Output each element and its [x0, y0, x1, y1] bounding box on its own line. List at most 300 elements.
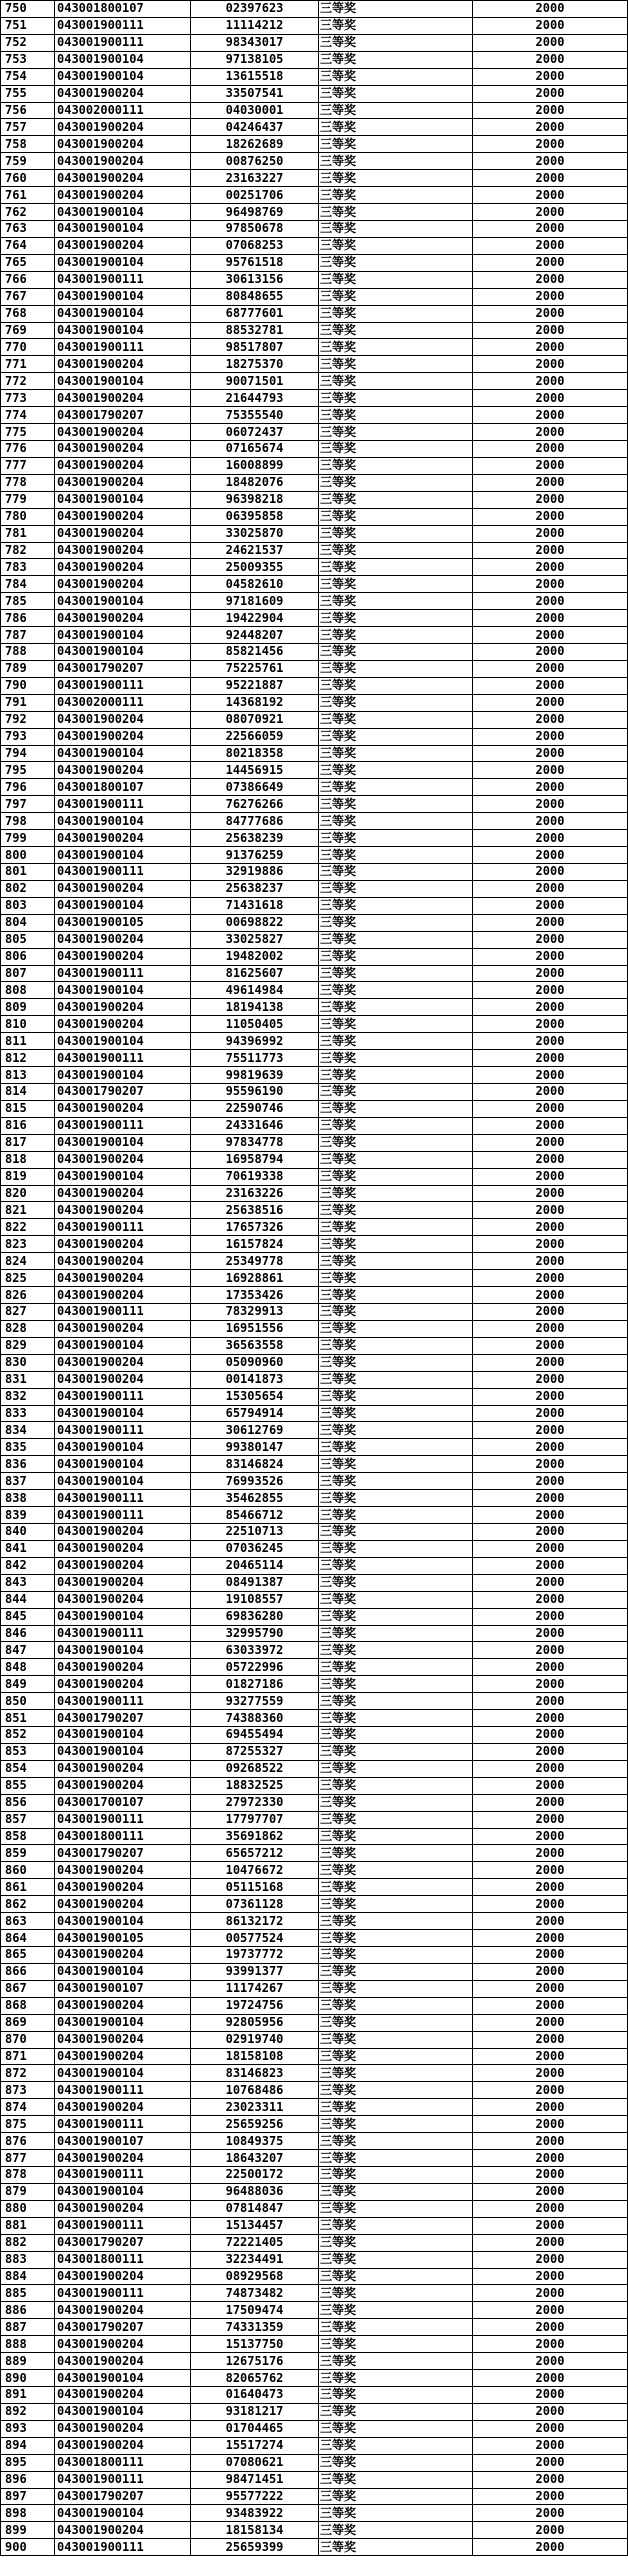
winning-number-cell: 00141873	[191, 1371, 319, 1388]
winning-number-cell: 25349778	[191, 1253, 319, 1270]
table-row	[1, 2302, 628, 2319]
prize-amount-cell: 2000	[473, 2420, 628, 2437]
row-number-cell: 804	[1, 914, 55, 931]
prize-amount-cell: 2000	[473, 204, 628, 221]
row-number-cell: 802	[1, 880, 55, 897]
table-row	[1, 610, 628, 627]
prize-amount-cell: 2000	[473, 2353, 628, 2370]
prize-amount-cell: 2000	[473, 796, 628, 813]
prize-amount-cell: 2000	[473, 1219, 628, 1236]
row-number-cell: 784	[1, 576, 55, 593]
prize-amount-cell: 2000	[473, 1862, 628, 1879]
ticket-code-cell: 043001900204	[55, 1777, 191, 1794]
table-row	[1, 1811, 628, 1828]
table-row	[1, 1930, 628, 1947]
row-number-cell: 849	[1, 1676, 55, 1693]
row-number-cell: 894	[1, 2437, 55, 2454]
row-number-cell: 885	[1, 2285, 55, 2302]
winning-number-cell: 00577524	[191, 1930, 319, 1947]
prize-amount-cell: 2000	[473, 2048, 628, 2065]
ticket-code-cell: 043001900111	[55, 2082, 191, 2099]
ticket-code-cell: 043001900204	[55, 2099, 191, 2116]
prize-level-cell: 三等奖	[319, 2505, 473, 2522]
prize-amount-cell: 2000	[473, 288, 628, 305]
prize-level-cell: 三等奖	[319, 1625, 473, 1642]
prize-level-cell: 三等奖	[319, 1913, 473, 1930]
ticket-code-cell: 043001900204	[55, 237, 191, 254]
winning-number-cell: 97850678	[191, 220, 319, 237]
prize-level-cell: 三等奖	[319, 999, 473, 1016]
table-row	[1, 1693, 628, 1710]
ticket-code-cell: 043001900204	[55, 1320, 191, 1337]
winning-number-cell: 19482002	[191, 948, 319, 965]
ticket-code-cell: 043001900204	[55, 1896, 191, 1913]
row-number-cell: 766	[1, 271, 55, 288]
row-number-cell: 883	[1, 2251, 55, 2268]
prize-amount-cell: 2000	[473, 136, 628, 153]
prize-amount-cell: 2000	[473, 948, 628, 965]
prize-amount-cell: 2000	[473, 914, 628, 931]
prize-amount-cell: 2000	[473, 1, 628, 18]
ticket-code-cell: 043001900105	[55, 914, 191, 931]
table-row	[1, 2150, 628, 2167]
row-number-cell: 769	[1, 322, 55, 339]
winning-number-cell: 09268522	[191, 1760, 319, 1777]
winning-number-cell: 23023311	[191, 2099, 319, 2116]
ticket-code-cell: 043001900111	[55, 1507, 191, 1524]
winning-number-cell: 11114212	[191, 17, 319, 34]
ticket-code-cell: 043001900104	[55, 1168, 191, 1185]
row-number-cell: 876	[1, 2133, 55, 2150]
prize-level-cell: 三等奖	[319, 1084, 473, 1101]
prize-amount-cell: 2000	[473, 85, 628, 102]
winning-number-cell: 95577222	[191, 2488, 319, 2505]
row-number-cell: 798	[1, 813, 55, 830]
prize-amount-cell: 2000	[473, 2133, 628, 2150]
winning-number-cell: 18482076	[191, 474, 319, 491]
prize-level-cell: 三等奖	[319, 1270, 473, 1287]
winning-number-cell: 11174267	[191, 1980, 319, 1997]
prize-level-cell: 三等奖	[319, 2150, 473, 2167]
table-row	[1, 2370, 628, 2387]
prize-amount-cell: 2000	[473, 2454, 628, 2471]
winning-number-cell: 83146824	[191, 1456, 319, 1473]
row-number-cell: 816	[1, 1117, 55, 1134]
table-row	[1, 2200, 628, 2217]
table-row	[1, 1050, 628, 1067]
prize-amount-cell: 2000	[473, 474, 628, 491]
winning-number-cell: 69836280	[191, 1608, 319, 1625]
prize-amount-cell: 2000	[473, 2251, 628, 2268]
prize-level-cell: 三等奖	[319, 373, 473, 390]
table-row	[1, 2116, 628, 2133]
ticket-code-cell: 043001790207	[55, 1845, 191, 1862]
row-number-cell: 763	[1, 220, 55, 237]
row-number-cell: 762	[1, 204, 55, 221]
prize-level-cell: 三等奖	[319, 1287, 473, 1304]
table-row	[1, 1371, 628, 1388]
table-row	[1, 1947, 628, 1964]
winning-number-cell: 15134457	[191, 2217, 319, 2234]
row-number-cell: 868	[1, 1997, 55, 2014]
prize-amount-cell: 2000	[473, 254, 628, 271]
winning-number-cell: 93277559	[191, 1693, 319, 1710]
prize-amount-cell: 2000	[473, 1947, 628, 1964]
prize-level-cell: 三等奖	[319, 1134, 473, 1151]
winning-number-cell: 04246437	[191, 119, 319, 136]
prize-level-cell: 三等奖	[319, 288, 473, 305]
ticket-code-cell: 043001900204	[55, 1270, 191, 1287]
prize-level-cell: 三等奖	[319, 170, 473, 187]
row-number-cell: 889	[1, 2353, 55, 2370]
ticket-code-cell: 043001900204	[55, 1862, 191, 1879]
prize-amount-cell: 2000	[473, 2217, 628, 2234]
winning-number-cell: 76993526	[191, 1473, 319, 1490]
row-number-cell: 759	[1, 153, 55, 170]
table-row	[1, 1794, 628, 1811]
winning-number-cell: 16157824	[191, 1236, 319, 1253]
prize-level-cell: 三等奖	[319, 17, 473, 34]
prize-level-cell: 三等奖	[319, 2065, 473, 2082]
winning-number-cell: 32995790	[191, 1625, 319, 1642]
table-row	[1, 271, 628, 288]
table-row	[1, 1845, 628, 1862]
row-number-cell: 836	[1, 1456, 55, 1473]
row-number-cell: 879	[1, 2183, 55, 2200]
prize-level-cell: 三等奖	[319, 610, 473, 627]
winning-number-cell: 99380147	[191, 1439, 319, 1456]
prize-level-cell: 三等奖	[319, 2336, 473, 2353]
winning-number-cell: 93181217	[191, 2403, 319, 2420]
winning-number-cell: 96398218	[191, 491, 319, 508]
ticket-code-cell: 043001900104	[55, 1456, 191, 1473]
prize-amount-cell: 2000	[473, 119, 628, 136]
winning-number-cell: 10849375	[191, 2133, 319, 2150]
table-row	[1, 999, 628, 1016]
prize-level-cell: 三等奖	[319, 677, 473, 694]
ticket-code-cell: 043001900111	[55, 1117, 191, 1134]
row-number-cell: 867	[1, 1980, 55, 1997]
ticket-code-cell: 043001900104	[55, 373, 191, 390]
table-row	[1, 1422, 628, 1439]
prize-amount-cell: 2000	[473, 508, 628, 525]
prize-level-cell: 三等奖	[319, 2099, 473, 2116]
winning-number-cell: 32919886	[191, 864, 319, 881]
winning-number-cell: 68777601	[191, 305, 319, 322]
winning-number-cell: 07165674	[191, 440, 319, 457]
winning-number-cell: 25638516	[191, 1202, 319, 1219]
winning-number-cell: 74873482	[191, 2285, 319, 2302]
ticket-code-cell: 043001900204	[55, 1371, 191, 1388]
table-row	[1, 51, 628, 68]
table-row	[1, 2353, 628, 2370]
row-number-cell: 872	[1, 2065, 55, 2082]
row-number-cell: 840	[1, 1523, 55, 1540]
ticket-code-cell: 043001900204	[55, 2200, 191, 2217]
row-number-cell: 764	[1, 237, 55, 254]
ticket-code-cell: 043001900104	[55, 1033, 191, 1050]
table-row	[1, 2437, 628, 2454]
table-row	[1, 2014, 628, 2031]
prize-level-cell: 三等奖	[319, 813, 473, 830]
prize-amount-cell: 2000	[473, 2386, 628, 2403]
ticket-code-cell: 043001900204	[55, 1879, 191, 1896]
prize-level-cell: 三等奖	[319, 102, 473, 119]
table-row	[1, 1777, 628, 1794]
table-row	[1, 1303, 628, 1320]
ticket-code-cell: 043001900204	[55, 711, 191, 728]
winning-number-cell: 33025870	[191, 525, 319, 542]
winning-number-cell: 98471451	[191, 2471, 319, 2488]
table-row	[1, 491, 628, 508]
table-row	[1, 1642, 628, 1659]
prize-level-cell: 三等奖	[319, 1303, 473, 1320]
winning-number-cell: 86132172	[191, 1913, 319, 1930]
prize-amount-cell: 2000	[473, 1811, 628, 1828]
ticket-code-cell: 043001900204	[55, 1676, 191, 1693]
ticket-code-cell: 043001900104	[55, 745, 191, 762]
prize-amount-cell: 2000	[473, 34, 628, 51]
ticket-code-cell: 043001790207	[55, 1710, 191, 1727]
prize-level-cell: 三等奖	[319, 85, 473, 102]
winning-number-cell: 75225761	[191, 660, 319, 677]
table-row	[1, 2522, 628, 2539]
table-row	[1, 170, 628, 187]
row-number-cell: 801	[1, 864, 55, 881]
prize-level-cell: 三等奖	[319, 204, 473, 221]
ticket-code-cell: 043001900204	[55, 1185, 191, 1202]
prize-amount-cell: 2000	[473, 1777, 628, 1794]
prize-level-cell: 三等奖	[319, 339, 473, 356]
row-number-cell: 786	[1, 610, 55, 627]
prize-level-cell: 三等奖	[319, 1033, 473, 1050]
prize-amount-cell: 2000	[473, 897, 628, 914]
table-row	[1, 1862, 628, 1879]
prize-level-cell: 三等奖	[319, 1997, 473, 2014]
prize-level-cell: 三等奖	[319, 1405, 473, 1422]
table-row	[1, 830, 628, 847]
row-number-cell: 900	[1, 2539, 55, 2556]
ticket-code-cell: 043001900204	[55, 119, 191, 136]
table-row	[1, 813, 628, 830]
winning-number-cell: 81625607	[191, 965, 319, 982]
prize-level-cell: 三等奖	[319, 356, 473, 373]
ticket-code-cell: 043001800111	[55, 2251, 191, 2268]
ticket-code-cell: 043001900104	[55, 1134, 191, 1151]
ticket-code-cell: 043001900111	[55, 677, 191, 694]
table-row	[1, 1608, 628, 1625]
row-number-cell: 789	[1, 660, 55, 677]
winning-number-cell: 99819639	[191, 1067, 319, 1084]
table-row	[1, 1253, 628, 1270]
row-number-cell: 819	[1, 1168, 55, 1185]
ticket-code-cell: 043001900104	[55, 813, 191, 830]
row-number-cell: 870	[1, 2031, 55, 2048]
prize-amount-cell: 2000	[473, 2471, 628, 2488]
row-number-cell: 760	[1, 170, 55, 187]
prize-level-cell: 三等奖	[319, 1337, 473, 1354]
winning-number-cell: 71431618	[191, 897, 319, 914]
prize-level-cell: 三等奖	[319, 948, 473, 965]
ticket-code-cell: 043001900204	[55, 1947, 191, 1964]
table-row	[1, 373, 628, 390]
prize-level-cell: 三等奖	[319, 51, 473, 68]
table-row	[1, 119, 628, 136]
row-number-cell: 892	[1, 2403, 55, 2420]
prize-level-cell: 三等奖	[319, 1947, 473, 1964]
prize-level-cell: 三等奖	[319, 644, 473, 661]
table-row	[1, 1963, 628, 1980]
table-row	[1, 2065, 628, 2082]
row-number-cell: 838	[1, 1490, 55, 1507]
row-number-cell: 853	[1, 1743, 55, 1760]
prize-level-cell: 三等奖	[319, 2268, 473, 2285]
row-number-cell: 775	[1, 424, 55, 441]
winning-number-cell: 22566059	[191, 728, 319, 745]
table-row	[1, 339, 628, 356]
prize-level-cell: 三等奖	[319, 1185, 473, 1202]
winning-number-cell: 23163226	[191, 1185, 319, 1202]
row-number-cell: 793	[1, 728, 55, 745]
winning-number-cell: 01827186	[191, 1676, 319, 1693]
ticket-code-cell: 043001900104	[55, 897, 191, 914]
ticket-code-cell: 043001900104	[55, 2065, 191, 2082]
prize-amount-cell: 2000	[473, 965, 628, 982]
prize-amount-cell: 2000	[473, 525, 628, 542]
table-row	[1, 627, 628, 644]
prize-amount-cell: 2000	[473, 1100, 628, 1117]
prize-amount-cell: 2000	[473, 1050, 628, 1067]
prize-level-cell: 三等奖	[319, 627, 473, 644]
row-number-cell: 761	[1, 187, 55, 204]
table-row	[1, 2505, 628, 2522]
row-number-cell: 779	[1, 491, 55, 508]
prize-amount-cell: 2000	[473, 1997, 628, 2014]
prize-level-cell: 三等奖	[319, 864, 473, 881]
prize-level-cell: 三等奖	[319, 1, 473, 18]
ticket-code-cell: 043001900204	[55, 2420, 191, 2437]
row-number-cell: 780	[1, 508, 55, 525]
ticket-code-cell: 043001900204	[55, 2522, 191, 2539]
ticket-code-cell: 043001900104	[55, 2370, 191, 2387]
ticket-code-cell: 043001900204	[55, 187, 191, 204]
prize-amount-cell: 2000	[473, 1185, 628, 1202]
table-row	[1, 1270, 628, 1287]
ticket-code-cell: 043001900111	[55, 1303, 191, 1320]
row-number-cell: 800	[1, 847, 55, 864]
prize-amount-cell: 2000	[473, 2099, 628, 2116]
ticket-code-cell: 043001900204	[55, 508, 191, 525]
prize-level-cell: 三等奖	[319, 1354, 473, 1371]
row-number-cell: 825	[1, 1270, 55, 1287]
table-row	[1, 2048, 628, 2065]
row-number-cell: 795	[1, 762, 55, 779]
prize-amount-cell: 2000	[473, 1405, 628, 1422]
prize-level-cell: 三等奖	[319, 390, 473, 407]
row-number-cell: 755	[1, 85, 55, 102]
prize-level-cell: 三等奖	[319, 2014, 473, 2031]
table-row	[1, 694, 628, 711]
prize-amount-cell: 2000	[473, 1896, 628, 1913]
ticket-code-cell: 043001900104	[55, 204, 191, 221]
table-row	[1, 2268, 628, 2285]
prize-amount-cell: 2000	[473, 1676, 628, 1693]
prize-level-cell: 三等奖	[319, 2539, 473, 2556]
row-number-cell: 848	[1, 1659, 55, 1676]
prize-level-cell: 三等奖	[319, 1896, 473, 1913]
row-number-cell: 890	[1, 2370, 55, 2387]
row-number-cell: 847	[1, 1642, 55, 1659]
prize-amount-cell: 2000	[473, 1845, 628, 1862]
ticket-code-cell: 043001900104	[55, 1067, 191, 1084]
row-number-cell: 822	[1, 1219, 55, 1236]
table-row	[1, 847, 628, 864]
prize-amount-cell: 2000	[473, 457, 628, 474]
prize-amount-cell: 2000	[473, 2167, 628, 2184]
winning-number-cell: 74331359	[191, 2319, 319, 2336]
prize-level-cell: 三等奖	[319, 1557, 473, 1574]
winning-number-cell: 17657326	[191, 1219, 319, 1236]
prize-level-cell: 三等奖	[319, 2319, 473, 2336]
prize-amount-cell: 2000	[473, 1337, 628, 1354]
prize-level-cell: 三等奖	[319, 2217, 473, 2234]
prize-amount-cell: 2000	[473, 305, 628, 322]
ticket-code-cell: 043001900104	[55, 220, 191, 237]
table-row	[1, 68, 628, 85]
table-row	[1, 1490, 628, 1507]
prize-level-cell: 三等奖	[319, 1151, 473, 1168]
prize-amount-cell: 2000	[473, 813, 628, 830]
prize-amount-cell: 2000	[473, 2302, 628, 2319]
prize-level-cell: 三等奖	[319, 237, 473, 254]
prize-amount-cell: 2000	[473, 1879, 628, 1896]
prize-level-cell: 三等奖	[319, 931, 473, 948]
winning-number-cell: 15517274	[191, 2437, 319, 2454]
ticket-code-cell: 043001900111	[55, 796, 191, 813]
row-number-cell: 899	[1, 2522, 55, 2539]
prize-level-cell: 三等奖	[319, 796, 473, 813]
row-number-cell: 896	[1, 2471, 55, 2488]
prize-amount-cell: 2000	[473, 864, 628, 881]
winning-number-cell: 18194138	[191, 999, 319, 1016]
row-number-cell: 750	[1, 1, 55, 18]
prize-level-cell: 三等奖	[319, 762, 473, 779]
table-row	[1, 322, 628, 339]
table-row	[1, 644, 628, 661]
prize-amount-cell: 2000	[473, 2065, 628, 2082]
prize-amount-cell: 2000	[473, 2336, 628, 2353]
row-number-cell: 854	[1, 1760, 55, 1777]
winning-number-cell: 12675176	[191, 2353, 319, 2370]
table-row	[1, 1134, 628, 1151]
prize-amount-cell: 2000	[473, 1236, 628, 1253]
winning-number-cell: 22590746	[191, 1100, 319, 1117]
ticket-code-cell: 043001900104	[55, 1963, 191, 1980]
table-row	[1, 254, 628, 271]
winning-number-cell: 05115168	[191, 1879, 319, 1896]
ticket-code-cell: 043001900204	[55, 1236, 191, 1253]
table-row	[1, 424, 628, 441]
table-row	[1, 1168, 628, 1185]
row-number-cell: 834	[1, 1422, 55, 1439]
prize-level-cell: 三等奖	[319, 1659, 473, 1676]
winning-number-cell: 22510713	[191, 1523, 319, 1540]
prize-amount-cell: 2000	[473, 2014, 628, 2031]
prize-level-cell: 三等奖	[319, 1760, 473, 1777]
table-row	[1, 187, 628, 204]
ticket-code-cell: 043001900111	[55, 864, 191, 881]
prize-level-cell: 三等奖	[319, 2200, 473, 2217]
